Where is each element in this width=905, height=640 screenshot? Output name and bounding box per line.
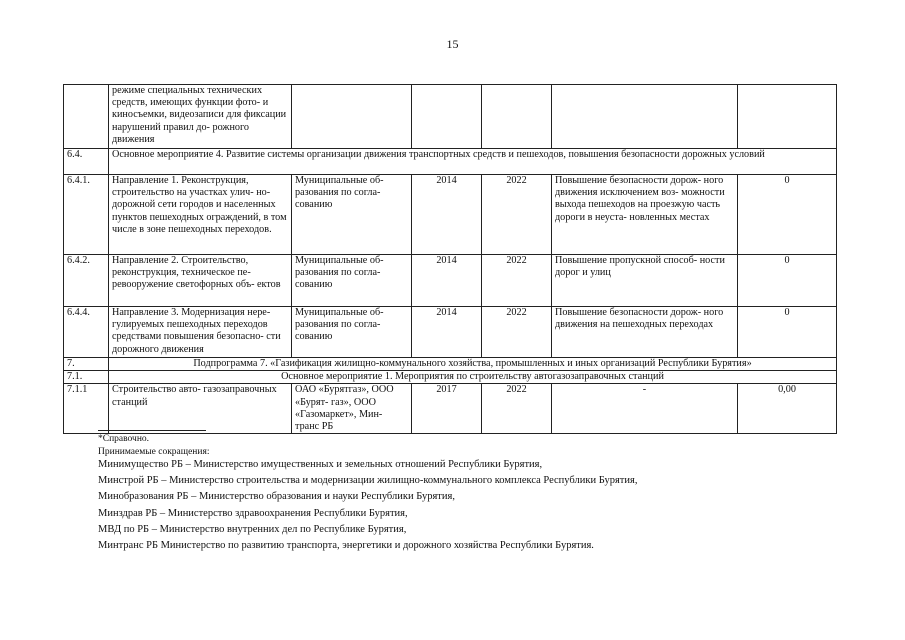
value-cell: 0 (738, 175, 837, 255)
table-row (64, 384, 837, 434)
result-cell (552, 85, 738, 149)
measure-name-cell: Строительство авто- газозаправочных станций (109, 384, 292, 434)
row-number-cell: 7.1. (64, 371, 109, 384)
measure-name-cell: Направление 1. Реконструкция, строительство на участках улич- но-дорожной сети городов и населенных пунктов пешеходных ограждений, в том числе в зоне пешеходных переходов. (109, 175, 292, 255)
abbreviation-item: МВД по РБ – Министерство внутренних дел по Республике Бурятия, (98, 523, 407, 535)
abbreviation-item: Минтранс РБ Министерство по развитию транспорта, энергетики и дорожного хозяйства Республики Бурятия. (98, 540, 594, 552)
measures-table (63, 84, 837, 434)
executor-cell: Муниципальные об- разования по согла- сованию (292, 307, 412, 358)
row-number-cell: 6.4.1. (64, 175, 109, 255)
row-number-cell: 6.4. (64, 149, 109, 175)
executor-cell: ОАО «Бурятгаз», ООО «Бурят- газ», ООО «Газомаркет», Мин- транс РБ (292, 384, 412, 434)
table-row (64, 149, 837, 175)
footnote (98, 433, 210, 458)
start-year-cell: 2017 (412, 384, 482, 434)
section-title-cell: Основное мероприятие 1. Мероприятия по строительству автогазозаправочных станций (109, 371, 837, 384)
result-cell: Повышение безопасности дорож- ного движения на пешеходных переходах (552, 307, 738, 358)
result-cell: Повышение безопасности дорож- ного движения исключением воз- можности выхода пешеходов на проезжую часть дороги в неуста- новленных местах (552, 175, 738, 255)
end-year-cell: 2022 (482, 255, 552, 307)
abbreviations-list (98, 457, 637, 554)
table-row (64, 255, 837, 307)
table-row (64, 307, 837, 358)
start-year-cell (412, 85, 482, 149)
table-row (64, 175, 837, 255)
abbreviation-item: Минимущество РБ – Министерство имущественных и земельных отношений Республики Бурятия, (98, 459, 543, 470)
abbreviations-intro: Принимаемые сокращения: (98, 446, 210, 457)
end-year-cell: 2022 (482, 307, 552, 358)
start-year-cell: 2014 (412, 307, 482, 358)
executor-cell: Муниципальные об- разования по согла- сованию (292, 255, 412, 307)
value-cell: 0,00 (738, 384, 837, 434)
result-cell: - (552, 384, 738, 434)
row-number-cell (64, 85, 109, 149)
measure-name-cell: Направление 3. Модернизация нере- гулируемых пешеходных переходов средствами повышения безопасно- сти дорожного движения (109, 307, 292, 358)
abbreviation-item: Минобразования РБ – Министерство образования и науки Республики Бурятия, (98, 491, 455, 503)
row-number-cell: 7.1.1 (64, 384, 109, 434)
executor-cell: Муниципальные об- разования по согла- сованию (292, 175, 412, 255)
table-row (64, 371, 837, 384)
end-year-cell (482, 85, 552, 149)
end-year-cell: 2022 (482, 175, 552, 255)
page-number: 15 (446, 37, 459, 51)
start-year-cell: 2014 (412, 175, 482, 255)
abbreviation-item: Минздрав РБ – Министерство здравоохранения Республики Бурятия, (98, 507, 408, 519)
row-number-cell: 7. (64, 358, 109, 371)
start-year-cell: 2014 (412, 255, 482, 307)
value-cell (738, 85, 837, 149)
executor-cell (292, 85, 412, 149)
subprogram-title-cell: Подпрограмма 7. «Газификация жилищно-коммунального хозяйства, промышленных и иных организаций Республики Бурятия» (109, 358, 837, 371)
value-cell: 0 (738, 255, 837, 307)
result-cell: Повышение пропускной способ- ности дорог и улиц (552, 255, 738, 307)
value-cell: 0 (738, 307, 837, 358)
footnote-note: *Справочно. (98, 434, 150, 444)
abbreviation-item: Минстрой РБ – Министерство строительства и модернизации жилищно-коммунального комплекса Республики Бурятия, (98, 475, 638, 487)
row-number-cell: 6.4.4. (64, 307, 109, 358)
table-row (64, 358, 837, 371)
section-title-cell: Основное мероприятие 4. Развитие системы организации движения транспортных средств и пешеходов, повышения безопасности дорожных условий (109, 149, 837, 175)
table-row (64, 85, 837, 149)
footnote-rule (98, 430, 206, 431)
measure-name-cell: режиме специальных технических средств, имеющих функции фото- и киносъемки, видеозаписи для фиксации нарушений правил до- рожного движения (109, 85, 292, 149)
measure-name-cell: Направление 2. Строительство, реконструкция, техническое пе- ревооружение светофорных объ- ектов (109, 255, 292, 307)
end-year-cell: 2022 (482, 384, 552, 434)
row-number-cell: 6.4.2. (64, 255, 109, 307)
